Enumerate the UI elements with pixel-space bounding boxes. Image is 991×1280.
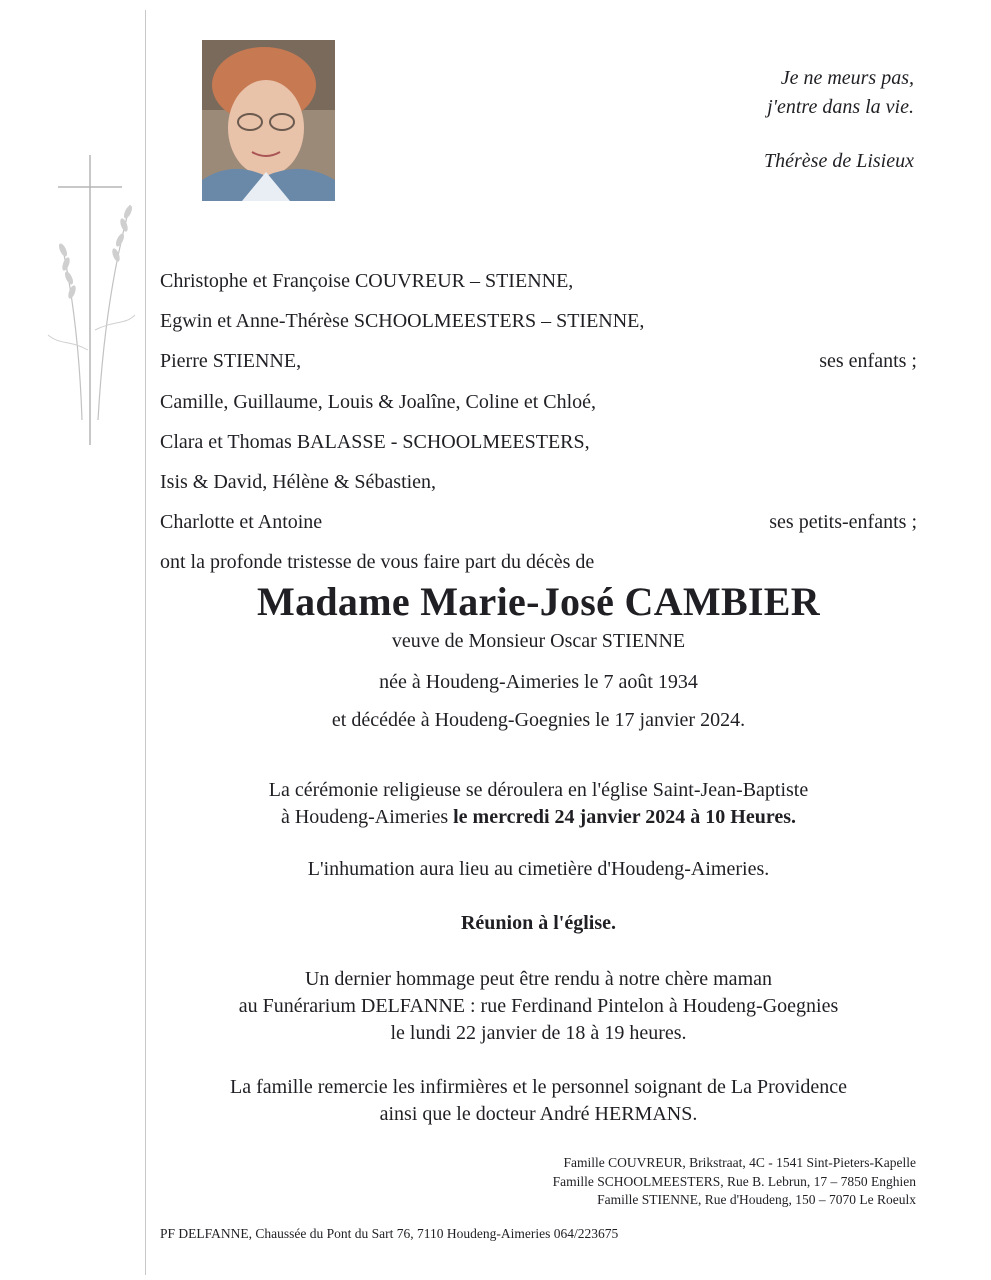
thanks-info [160, 1074, 917, 1128]
funeral-home-footer: PF DELFANNE, Chaussée du Pont du Sart 76, 7110 Houdeng-Aimeries 064/223675 [160, 1226, 619, 1241]
quote-block [764, 64, 914, 176]
ceremony-line-2: à Houdeng-Aimeries le mercredi 24 janvier 2024 à 10 Heures. [280, 806, 797, 828]
death-info: et décédée à Houdeng-Goegnies le 17 janvier 2024. [331, 709, 746, 731]
family-list [160, 264, 917, 545]
ceremony-date: le mercredi 24 janvier 2024 à 10 Heures. [453, 806, 797, 828]
thanks-line-1: La famille remercie les infirmières et le personnel soignant de La Providence [230, 1076, 847, 1098]
role-grandchildren: ses petits-enfants ; [769, 511, 917, 534]
family-line: Camille, Guillaume, Louis & Joalîne, Coline et Chloé, [160, 390, 597, 413]
quote-line-1: Je ne meurs pas, [780, 67, 914, 89]
widow-of: veuve de Monsieur Oscar STIENNE [391, 630, 686, 652]
thanks-line-2: ainsi que le docteur André HERMANS. [379, 1103, 698, 1125]
family-line: Christophe et Françoise COUVREUR – STIENNE, [160, 270, 574, 292]
address-line: Famille STIENNE, Rue d'Houdeng, 150 – 7070 Le Roeulx [597, 1192, 916, 1207]
family-line: Charlotte et Antoine ses petits-enfants ; [160, 505, 917, 545]
family-line: Isis & David, Hélène & Sébastien, [160, 470, 437, 493]
family-line: Clara et Thomas BALASSE - SCHOOLMEESTERS, [160, 430, 590, 453]
portrait-photo [202, 40, 335, 201]
birth-info: née à Houdeng-Aimeries le 7 août 1934 [379, 671, 698, 693]
meeting-info: Réunion à l'église. [460, 912, 616, 934]
family-line: Pierre STIENNE, ses enfants ; [160, 344, 917, 384]
role-children: ses enfants ; [819, 350, 917, 373]
hommage-info [160, 966, 917, 1047]
ceremony-info [160, 777, 917, 831]
hommage-line-2: au Funérarium DELFANNE : rue Ferdinand Pintelon à Houdeng-Goegnies [238, 995, 839, 1017]
family-addresses [553, 1154, 916, 1210]
cross-wheat-icon [40, 150, 150, 450]
family-line: Egwin et Anne-Thérèse SCHOOLMEESTERS – STIENNE, [160, 310, 645, 333]
quote-author: Thérèse de Lisieux [764, 150, 914, 172]
quote-line-2: j'entre dans la vie. [767, 96, 914, 118]
ceremony-line-1: La cérémonie religieuse se déroulera en l'église Saint-Jean-Baptiste [268, 779, 809, 801]
address-line: Famille SCHOOLMEESTERS, Rue B. Lebrun, 17 – 7850 Enghien [552, 1173, 916, 1189]
deceased-name: Madame Marie-José CAMBIER [257, 579, 820, 624]
address-line: Famille COUVREUR, Brikstraat, 4C - 1541 Sint-Pieters-Kapelle [563, 1155, 916, 1170]
announcement-text: ont la profonde tristesse de vous faire part du décès de [160, 551, 595, 573]
hommage-line-3: le lundi 22 janvier de 18 à 19 heures. [390, 1022, 687, 1044]
hommage-line-1: Un dernier hommage peut être rendu à notre chère maman [304, 968, 772, 990]
burial-info: L'inhumation aura lieu au cimetière d'Houdeng-Aimeries. [307, 858, 770, 880]
